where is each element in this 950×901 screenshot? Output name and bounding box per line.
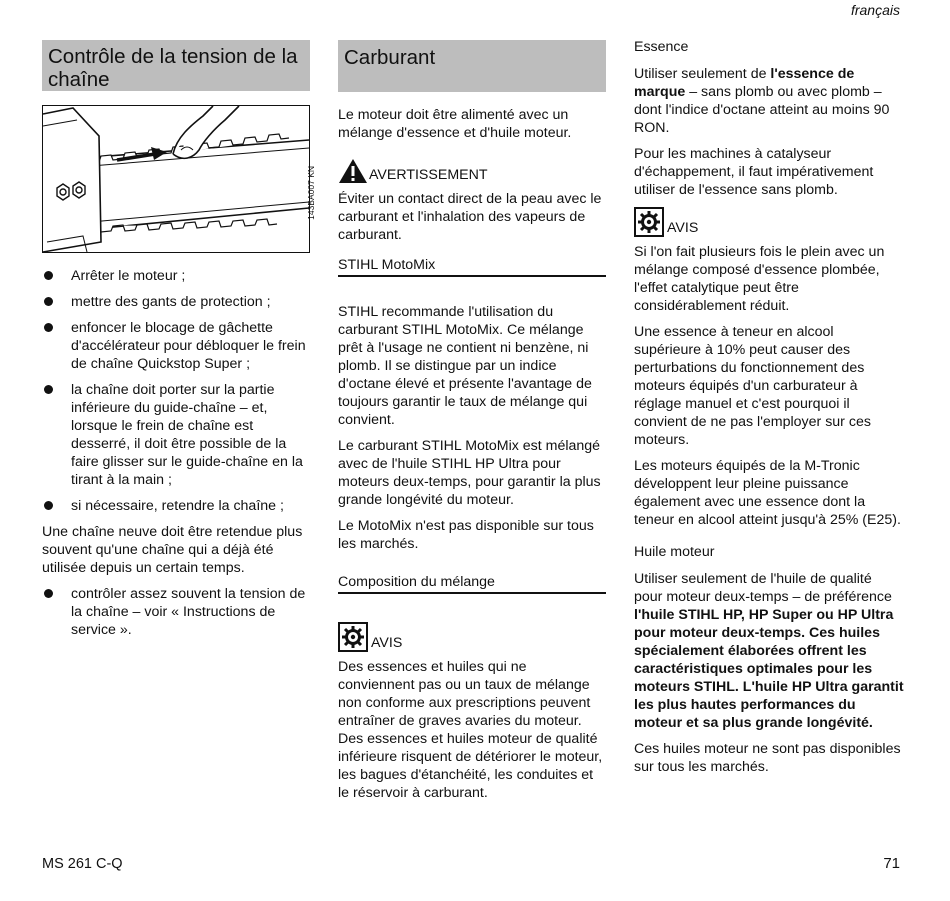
chain-tension-steps-2: [42, 585, 310, 639]
page-number: 71: [883, 855, 900, 872]
list-item: la chaîne doit porter sur la partie inférieure du guide-chaîne – et, lorsque le frein de chaîne est desserré, il doit être possible de la faire glisser sur le guide-chaîne en la tirant à la main ;: [42, 381, 310, 489]
figure-code: 143BA007 KN: [306, 166, 316, 220]
motomix-paragraph-2: Le carburant STIHL MotoMix est mélangé avec de l'huile STIHL HP Ultra pour moteurs deux-temps, pour garantir la plus grande longévité du moteur.: [338, 438, 601, 508]
list-item: contrôler assez souvent la tension de la chaîne – voir « Instructions de service ».: [42, 585, 310, 639]
notice-text: Des essences et huiles qui ne conviennent pas ou un taux de mélange non conforme aux prescriptions peuvent entraîner de graves avaries du moteur. Des essences et huiles moteur de qualité inférieure risquent de détériorer le moteur, les bagues d'étanchéité, les conduites et le réservoir à carburant.: [338, 659, 603, 801]
column-fuel: [338, 40, 606, 810]
engine-oil-paragraph-2: Ces huiles moteur ne sont pas disponibles sur tous les marchés.: [634, 741, 901, 775]
motomix-paragraph-3: Le MotoMix n'est pas disponible sur tous les marchés.: [338, 518, 594, 552]
notice-heading: [634, 207, 904, 237]
model-name: MS 261 C-Q: [42, 856, 123, 872]
language-label: français: [850, 2, 900, 18]
bullet-icon: [44, 589, 53, 598]
warning-text: Éviter un contact direct de la peau avec le carburant et l'inhalation des vapeurs de carburant.: [338, 191, 602, 243]
bullet-icon: [44, 385, 53, 394]
list-item: si nécessaire, retendre la chaîne ;: [42, 497, 310, 515]
section-title-fuel: Carburant: [338, 40, 606, 92]
notice-paragraph-3: Les moteurs équipés de la M-Tronic développent leur pleine puissance également avec une essence dont la teneur en alcool atteint jusqu'à 25% (E25).: [634, 458, 901, 528]
chain-bar-drawing: [43, 106, 309, 252]
section-title-chain-tension: Contrôle de la tension de la chaîne: [42, 40, 310, 91]
notice-paragraph-1: Si l'on fait plusieurs fois le plein avec un mélange composé d'essence plombée, l'effet catalytique peut être considérablement réduit.: [634, 244, 885, 314]
engine-oil-paragraph-1: Utiliser seulement de l'huile de qualité pour moteur deux-temps – de préférence l'huile STIHL HP, HP Super ou HP Ultra pour moteur deux-temps. Ces huiles spécialement élaborées offrent les caractéristiques optimales pour les moteurs STIHL. L'huile HP Ultra garantit les plus hautes performances du moteur et sa plus grande longévité.: [634, 571, 904, 731]
fuel-intro: Le moteur doit être alimenté avec un mélange d'essence et d'huile moteur.: [338, 107, 572, 141]
list-item: Arrêter le moteur ;: [42, 267, 310, 285]
warning-triangle-icon: [338, 158, 368, 184]
column-chain-tension: [42, 40, 316, 647]
new-chain-note: Une chaîne neuve doit être retendue plus souvent qu'une chaîne qui a déjà été utilisée depuis un certain temps.: [42, 524, 303, 576]
composition-heading: Composition du mélange: [338, 573, 606, 594]
bullet-icon: [44, 297, 53, 306]
bullet-icon: [44, 271, 53, 280]
gear-notice-icon: [338, 622, 368, 652]
warning-heading: [338, 158, 606, 184]
chain-tension-illustration: [42, 105, 316, 253]
gear-notice-icon: [634, 207, 664, 237]
notice-paragraph-2: Une essence à teneur en alcool supérieure à 10% peut causer des perturbations du fonctionnement des moteurs équipés d'un carburateur à réglage manuel et c'est pourquoi il convient de ne pas l'employer sur ces moteurs.: [634, 324, 871, 448]
bullet-icon: [44, 501, 53, 510]
warning-label: AVERTISSEMENT: [369, 167, 488, 183]
column-petrol-oil: [634, 38, 904, 784]
motomix-heading: STIHL MotoMix: [338, 256, 606, 277]
petrol-paragraph-2: Pour les machines à catalyseur d'échappement, il faut impérativement utiliser de l'essence sans plomb.: [634, 146, 874, 198]
bullet-icon: [44, 323, 53, 332]
notice-label: AVIS: [667, 220, 699, 236]
engine-oil-heading: Huile moteur: [634, 544, 715, 560]
notice-heading: [338, 622, 606, 652]
petrol-paragraph-1: Utiliser seulement de l'essence de marque – sans plomb ou avec plomb – dont l'indice d'octane atteint au moins 90 RON.: [634, 66, 890, 136]
list-item: mettre des gants de protection ;: [42, 293, 310, 311]
petrol-heading: Essence: [634, 39, 689, 55]
motomix-paragraph-1: STIHL recommande l'utilisation du carburant STIHL MotoMix. Ce mélange prêt à l'usage ne contient ni benzène, ni plomb. Il se distingue par un indice d'octane élevé et présente l'avantage de toujours garantir le taux de mélange qui convient.: [338, 304, 592, 428]
list-item: enfoncer le blocage de gâchette d'accélérateur pour débloquer le frein de chaîne Quickstop Super ;: [42, 319, 310, 373]
notice-label: AVIS: [371, 635, 403, 651]
chain-tension-steps: [42, 267, 310, 515]
